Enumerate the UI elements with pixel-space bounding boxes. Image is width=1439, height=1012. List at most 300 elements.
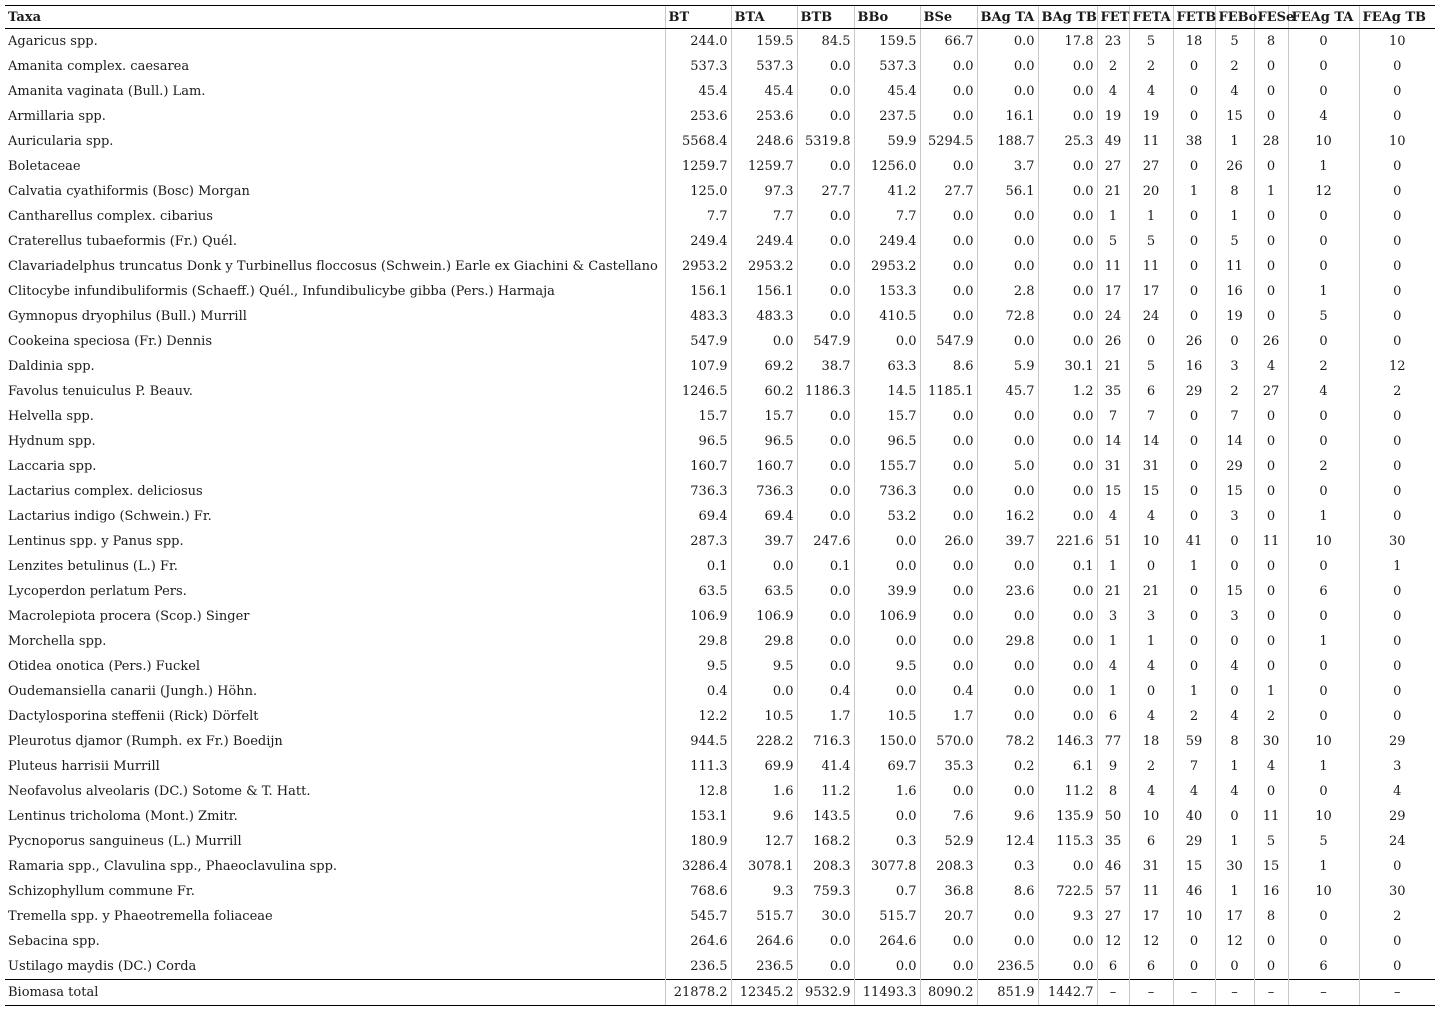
table-row xyxy=(5,229,1435,254)
value-cell: 0.0 xyxy=(920,654,977,679)
value-cell: 0 xyxy=(1215,954,1254,980)
table-row xyxy=(5,454,1435,479)
value-cell: – xyxy=(1359,980,1435,1006)
value-cell: 0 xyxy=(1288,554,1359,579)
table-row xyxy=(5,904,1435,929)
value-cell: 1246.5 xyxy=(665,379,731,404)
value-cell: 9.5 xyxy=(854,654,920,679)
value-cell: 5 xyxy=(1215,29,1254,55)
value-cell: 45.4 xyxy=(665,79,731,104)
value-cell: 0.3 xyxy=(854,829,920,854)
value-cell: 0.0 xyxy=(977,329,1038,354)
value-cell: 11 xyxy=(1254,804,1288,829)
value-cell: 249.4 xyxy=(854,229,920,254)
value-cell: 3.7 xyxy=(977,154,1038,179)
value-cell: 0 xyxy=(1129,554,1173,579)
value-cell: – xyxy=(1129,980,1173,1006)
value-cell: 0.0 xyxy=(797,104,854,129)
taxa-cell: Amanita complex. caesarea xyxy=(8,59,190,74)
taxa-cell: Schizophyllum commune Fr. xyxy=(8,884,195,899)
value-cell: 9.6 xyxy=(977,804,1038,829)
value-cell: 0 xyxy=(1288,604,1359,629)
value-cell: 9532.9 xyxy=(797,980,854,1006)
value-cell: 1259.7 xyxy=(665,154,731,179)
value-cell: 0 xyxy=(1173,204,1215,229)
value-cell: 4 xyxy=(1097,504,1129,529)
value-cell: 4 xyxy=(1359,779,1435,804)
value-cell: 5319.8 xyxy=(797,129,854,154)
value-cell: 35.3 xyxy=(920,754,977,779)
value-cell: 0 xyxy=(1173,229,1215,254)
value-cell: 0 xyxy=(1254,654,1288,679)
taxa-cell: Favolus tenuiculus P. Beauv. xyxy=(8,384,193,399)
value-cell: 1 xyxy=(1215,204,1254,229)
value-cell: 12 xyxy=(1215,929,1254,954)
value-cell: 0.0 xyxy=(920,629,977,654)
value-cell: 20.7 xyxy=(920,904,977,929)
value-cell: 759.3 xyxy=(797,879,854,904)
value-cell: 0 xyxy=(1173,254,1215,279)
value-cell: 515.7 xyxy=(731,904,797,929)
value-cell: 14 xyxy=(1129,429,1173,454)
value-cell: 236.5 xyxy=(977,954,1038,980)
value-cell: 0.0 xyxy=(797,429,854,454)
value-cell: 106.9 xyxy=(731,604,797,629)
value-cell: 159.5 xyxy=(854,29,920,55)
value-cell: 69.4 xyxy=(731,504,797,529)
taxa-cell: Oudemansiella canarii (Jungh.) Höhn. xyxy=(8,684,258,699)
value-cell: 15 xyxy=(1254,854,1288,879)
value-cell: 0.0 xyxy=(920,79,977,104)
value-cell: 168.2 xyxy=(797,829,854,854)
value-cell: 69.7 xyxy=(854,754,920,779)
value-cell: 0 xyxy=(1288,679,1359,704)
column-header: BAg TB xyxy=(1038,6,1097,29)
value-cell: 0.0 xyxy=(797,304,854,329)
value-cell: 1 xyxy=(1288,754,1359,779)
value-cell: 0 xyxy=(1254,479,1288,504)
value-cell: 0 xyxy=(1215,329,1254,354)
value-cell: 78.2 xyxy=(977,729,1038,754)
value-cell: 0.0 xyxy=(797,454,854,479)
value-cell: 30 xyxy=(1359,879,1435,904)
value-cell: 66.7 xyxy=(920,29,977,55)
value-cell: 228.2 xyxy=(731,729,797,754)
value-cell: 6.1 xyxy=(1038,754,1097,779)
table-row xyxy=(5,104,1435,129)
value-cell: 570.0 xyxy=(920,729,977,754)
value-cell: 264.6 xyxy=(731,929,797,954)
value-cell: 1.6 xyxy=(854,779,920,804)
value-cell: 29 xyxy=(1359,804,1435,829)
value-cell: 21 xyxy=(1129,579,1173,604)
value-cell: 10 xyxy=(1288,804,1359,829)
value-cell: 8 xyxy=(1215,729,1254,754)
value-cell: 15 xyxy=(1097,479,1129,504)
value-cell: 0 xyxy=(1359,104,1435,129)
value-cell: 0.0 xyxy=(854,554,920,579)
value-cell: 0 xyxy=(1288,479,1359,504)
value-cell: 8 xyxy=(1097,779,1129,804)
value-cell: 57 xyxy=(1097,879,1129,904)
value-cell: 4 xyxy=(1129,654,1173,679)
value-cell: 11 xyxy=(1254,529,1288,554)
value-cell: 26 xyxy=(1097,329,1129,354)
table-row xyxy=(5,654,1435,679)
value-cell: 1 xyxy=(1254,179,1288,204)
value-cell: 722.5 xyxy=(1038,879,1097,904)
value-cell: 53.2 xyxy=(854,504,920,529)
value-cell: 11.2 xyxy=(797,779,854,804)
value-cell: 736.3 xyxy=(854,479,920,504)
value-cell: 0 xyxy=(1359,429,1435,454)
value-cell: 237.5 xyxy=(854,104,920,129)
value-cell: 768.6 xyxy=(665,879,731,904)
value-cell: 2 xyxy=(1254,704,1288,729)
value-cell: 0.0 xyxy=(854,954,920,980)
value-cell: 6 xyxy=(1288,954,1359,980)
value-cell: 21 xyxy=(1097,179,1129,204)
table-row xyxy=(5,779,1435,804)
value-cell: 5 xyxy=(1129,229,1173,254)
value-cell: 0 xyxy=(1359,954,1435,980)
value-cell: 0 xyxy=(1254,629,1288,654)
taxa-cell: Armillaria spp. xyxy=(8,109,106,124)
value-cell: 0.0 xyxy=(920,304,977,329)
value-cell: 0 xyxy=(1254,229,1288,254)
value-cell: 0.0 xyxy=(1038,504,1097,529)
value-cell: 7 xyxy=(1173,754,1215,779)
value-cell: 15 xyxy=(1215,104,1254,129)
value-cell: 27.7 xyxy=(797,179,854,204)
value-cell: 0 xyxy=(1254,454,1288,479)
value-cell: 46 xyxy=(1173,879,1215,904)
value-cell: 410.5 xyxy=(854,304,920,329)
table-row xyxy=(5,354,1435,379)
value-cell: 0.0 xyxy=(1038,304,1097,329)
value-cell: 0.2 xyxy=(977,754,1038,779)
value-cell: 12.7 xyxy=(731,829,797,854)
value-cell: 6 xyxy=(1097,704,1129,729)
value-cell: 135.9 xyxy=(1038,804,1097,829)
value-cell: 41 xyxy=(1173,529,1215,554)
value-cell: 14.5 xyxy=(854,379,920,404)
value-cell: 944.5 xyxy=(665,729,731,754)
value-cell: 249.4 xyxy=(665,229,731,254)
value-cell: 0 xyxy=(1359,454,1435,479)
column-header: BSe xyxy=(920,6,977,29)
value-cell: 0 xyxy=(1288,29,1359,55)
table-row xyxy=(5,954,1435,980)
value-cell: – xyxy=(1254,980,1288,1006)
value-cell: 0 xyxy=(1173,479,1215,504)
value-cell: 96.5 xyxy=(731,429,797,454)
value-cell: 515.7 xyxy=(854,904,920,929)
taxa-cell: Lactarius complex. deliciosus xyxy=(8,484,203,499)
value-cell: 1256.0 xyxy=(854,154,920,179)
value-cell: 0.0 xyxy=(797,54,854,79)
value-cell: 0.1 xyxy=(665,554,731,579)
value-cell: 1 xyxy=(1288,629,1359,654)
value-cell: 111.3 xyxy=(665,754,731,779)
column-header-taxa: Taxa xyxy=(5,6,665,29)
value-cell: 0.0 xyxy=(920,204,977,229)
value-cell: 0 xyxy=(1173,404,1215,429)
taxa-cell: Laccaria spp. xyxy=(8,459,97,474)
value-cell: 41.2 xyxy=(854,179,920,204)
value-cell: 0.0 xyxy=(797,954,854,980)
value-cell: 0 xyxy=(1215,529,1254,554)
value-cell: 69.4 xyxy=(665,504,731,529)
value-cell: 0 xyxy=(1254,604,1288,629)
table-row xyxy=(5,829,1435,854)
taxa-cell: Lactarius indigo (Schwein.) Fr. xyxy=(8,509,212,524)
value-cell: 0 xyxy=(1288,254,1359,279)
value-cell: 0.0 xyxy=(854,804,920,829)
table-row xyxy=(5,479,1435,504)
value-cell: 5 xyxy=(1288,304,1359,329)
value-cell: 59.9 xyxy=(854,129,920,154)
table-row xyxy=(5,29,1435,55)
value-cell: 0.1 xyxy=(797,554,854,579)
value-cell: 5.9 xyxy=(977,354,1038,379)
value-cell: 6 xyxy=(1129,954,1173,980)
value-cell: 180.9 xyxy=(665,829,731,854)
value-cell: 31 xyxy=(1129,854,1173,879)
value-cell: 0 xyxy=(1359,329,1435,354)
value-cell: 0.0 xyxy=(977,229,1038,254)
value-cell: 483.3 xyxy=(731,304,797,329)
taxa-cell: Craterellus tubaeformis (Fr.) Quél. xyxy=(8,234,237,249)
value-cell: 244.0 xyxy=(665,29,731,55)
table-row xyxy=(5,629,1435,654)
value-cell: 537.3 xyxy=(854,54,920,79)
value-cell: 16 xyxy=(1215,279,1254,304)
value-cell: 15 xyxy=(1215,579,1254,604)
value-cell: 27.7 xyxy=(920,179,977,204)
value-cell: 0.4 xyxy=(797,679,854,704)
value-cell: 0.0 xyxy=(920,54,977,79)
value-cell: 236.5 xyxy=(665,954,731,980)
value-cell: 15 xyxy=(1129,479,1173,504)
value-cell: 0 xyxy=(1254,579,1288,604)
taxa-cell: Otidea onotica (Pers.) Fuckel xyxy=(8,659,201,674)
taxa-cell: Gymnopus dryophilus (Bull.) Murrill xyxy=(8,309,247,324)
taxa-cell: Morchella spp. xyxy=(8,634,107,649)
value-cell: 2 xyxy=(1215,54,1254,79)
value-cell: 12 xyxy=(1359,354,1435,379)
value-cell: 0 xyxy=(1359,154,1435,179)
value-cell: 0.0 xyxy=(797,79,854,104)
table-row xyxy=(5,179,1435,204)
value-cell: 1 xyxy=(1359,554,1435,579)
value-cell: 29.8 xyxy=(731,629,797,654)
value-cell: 160.7 xyxy=(665,454,731,479)
value-cell: 1 xyxy=(1173,554,1215,579)
value-cell: 4 xyxy=(1215,779,1254,804)
value-cell: 9 xyxy=(1097,754,1129,779)
column-header: FESe xyxy=(1254,6,1288,29)
column-header: BBo xyxy=(854,6,920,29)
value-cell: 537.3 xyxy=(665,54,731,79)
taxa-cell: Ustilago maydis (DC.) Corda xyxy=(8,959,197,974)
value-cell: 19 xyxy=(1097,104,1129,129)
value-cell: 2 xyxy=(1129,54,1173,79)
value-cell: 0 xyxy=(1173,504,1215,529)
value-cell: 0.0 xyxy=(797,279,854,304)
value-cell: 29 xyxy=(1173,379,1215,404)
value-cell: 27 xyxy=(1097,154,1129,179)
value-cell: 30.1 xyxy=(1038,354,1097,379)
value-cell: 17 xyxy=(1129,904,1173,929)
value-cell: 0 xyxy=(1215,679,1254,704)
value-cell: 0.0 xyxy=(1038,54,1097,79)
value-cell: 16 xyxy=(1173,354,1215,379)
value-cell: 107.9 xyxy=(665,354,731,379)
value-cell: 15.7 xyxy=(665,404,731,429)
value-cell: 24 xyxy=(1359,829,1435,854)
value-cell: 0 xyxy=(1173,929,1215,954)
table-row xyxy=(5,404,1435,429)
value-cell: 0 xyxy=(1359,54,1435,79)
value-cell: 24 xyxy=(1097,304,1129,329)
value-cell: 0.0 xyxy=(1038,579,1097,604)
value-cell: 1 xyxy=(1215,129,1254,154)
value-cell: 0 xyxy=(1173,654,1215,679)
value-cell: 5568.4 xyxy=(665,129,731,154)
value-cell: 5.0 xyxy=(977,454,1038,479)
value-cell: 0.0 xyxy=(854,329,920,354)
value-cell: 5 xyxy=(1097,229,1129,254)
taxa-cell: Helvella spp. xyxy=(8,409,94,424)
value-cell: 0.0 xyxy=(977,204,1038,229)
value-cell: 11493.3 xyxy=(854,980,920,1006)
value-cell: 45.7 xyxy=(977,379,1038,404)
value-cell: 1 xyxy=(1254,679,1288,704)
value-cell: 0.7 xyxy=(854,879,920,904)
value-cell: 0.0 xyxy=(977,604,1038,629)
table-row xyxy=(5,854,1435,879)
value-cell: 3 xyxy=(1215,504,1254,529)
value-cell: 29 xyxy=(1359,729,1435,754)
value-cell: 0.0 xyxy=(977,654,1038,679)
taxa-cell: Daldinia spp. xyxy=(8,359,95,374)
value-cell: 0.0 xyxy=(920,229,977,254)
value-cell: 153.1 xyxy=(665,804,731,829)
taxa-cell: Ramaria spp., Clavulina spp., Phaeoclavulina spp. xyxy=(8,859,338,874)
value-cell: 0 xyxy=(1359,929,1435,954)
taxa-cell: Cookeina speciosa (Fr.) Dennis xyxy=(8,334,212,349)
value-cell: 14 xyxy=(1097,429,1129,454)
value-cell: 4 xyxy=(1215,704,1254,729)
taxa-cell: Cantharellus complex. cibarius xyxy=(8,209,213,224)
value-cell: 0.4 xyxy=(665,679,731,704)
value-cell: 0.0 xyxy=(977,679,1038,704)
value-cell: 1 xyxy=(1097,554,1129,579)
value-cell: 0 xyxy=(1288,204,1359,229)
value-cell: 221.6 xyxy=(1038,529,1097,554)
value-cell: 0 xyxy=(1359,504,1435,529)
value-cell: 0.0 xyxy=(977,554,1038,579)
value-cell: 26.0 xyxy=(920,529,977,554)
table-row xyxy=(5,204,1435,229)
value-cell: 1 xyxy=(1215,829,1254,854)
column-header: BT xyxy=(665,6,731,29)
value-cell: 0.0 xyxy=(920,604,977,629)
value-cell: 1.6 xyxy=(731,779,797,804)
value-cell: 11 xyxy=(1129,254,1173,279)
value-cell: 0.0 xyxy=(920,279,977,304)
value-cell: 0 xyxy=(1254,954,1288,980)
table-row xyxy=(5,429,1435,454)
value-cell: 0 xyxy=(1288,229,1359,254)
value-cell: 0 xyxy=(1288,654,1359,679)
value-cell: 4 xyxy=(1215,79,1254,104)
value-cell: 30 xyxy=(1254,729,1288,754)
value-cell: 0 xyxy=(1254,504,1288,529)
value-cell: 851.9 xyxy=(977,980,1038,1006)
value-cell: 10 xyxy=(1359,129,1435,154)
value-cell: 0 xyxy=(1215,554,1254,579)
value-cell: 0.0 xyxy=(1038,79,1097,104)
value-cell: 46 xyxy=(1097,854,1129,879)
value-cell: 0 xyxy=(1173,304,1215,329)
value-cell: 0 xyxy=(1254,304,1288,329)
value-cell: 39.7 xyxy=(731,529,797,554)
value-cell: 15.7 xyxy=(731,404,797,429)
value-cell: 0 xyxy=(1359,579,1435,604)
value-cell: 1 xyxy=(1215,754,1254,779)
value-cell: 159.5 xyxy=(731,29,797,55)
value-cell: 63.3 xyxy=(854,354,920,379)
value-cell: 69.2 xyxy=(731,354,797,379)
value-cell: 0 xyxy=(1254,154,1288,179)
value-cell: 0.0 xyxy=(1038,154,1097,179)
value-cell: 736.3 xyxy=(665,479,731,504)
value-cell: 2 xyxy=(1097,54,1129,79)
value-cell: 16.2 xyxy=(977,504,1038,529)
value-cell: 0 xyxy=(1359,629,1435,654)
value-cell: 0 xyxy=(1359,404,1435,429)
value-cell: 17.8 xyxy=(1038,29,1097,55)
taxa-cell: Agaricus spp. xyxy=(8,34,98,49)
value-cell: 0 xyxy=(1288,54,1359,79)
value-cell: 4 xyxy=(1129,704,1173,729)
value-cell: 29 xyxy=(1173,829,1215,854)
value-cell: 12345.2 xyxy=(731,980,797,1006)
value-cell: 1 xyxy=(1173,179,1215,204)
value-cell: 0 xyxy=(1288,79,1359,104)
value-cell: 2 xyxy=(1359,904,1435,929)
value-cell: 26 xyxy=(1215,154,1254,179)
value-cell: 7.7 xyxy=(854,204,920,229)
value-cell: 545.7 xyxy=(665,904,731,929)
value-cell: 23 xyxy=(1097,29,1129,55)
value-cell: 4 xyxy=(1215,654,1254,679)
value-cell: 3 xyxy=(1359,754,1435,779)
table-row xyxy=(5,879,1435,904)
value-cell: 188.7 xyxy=(977,129,1038,154)
value-cell: 0.0 xyxy=(1038,279,1097,304)
value-cell: 21 xyxy=(1097,579,1129,604)
value-cell: 9.6 xyxy=(731,804,797,829)
value-cell: 26 xyxy=(1254,329,1288,354)
taxa-cell: Hydnum spp. xyxy=(8,434,96,449)
value-cell: 1 xyxy=(1288,154,1359,179)
value-cell: 1 xyxy=(1129,629,1173,654)
taxa-cell: Clitocybe infundibuliformis (Schaeff.) Quél., Infundibulicybe gibba (Pers.) Harmaja xyxy=(8,284,555,299)
value-cell: 3078.1 xyxy=(731,854,797,879)
